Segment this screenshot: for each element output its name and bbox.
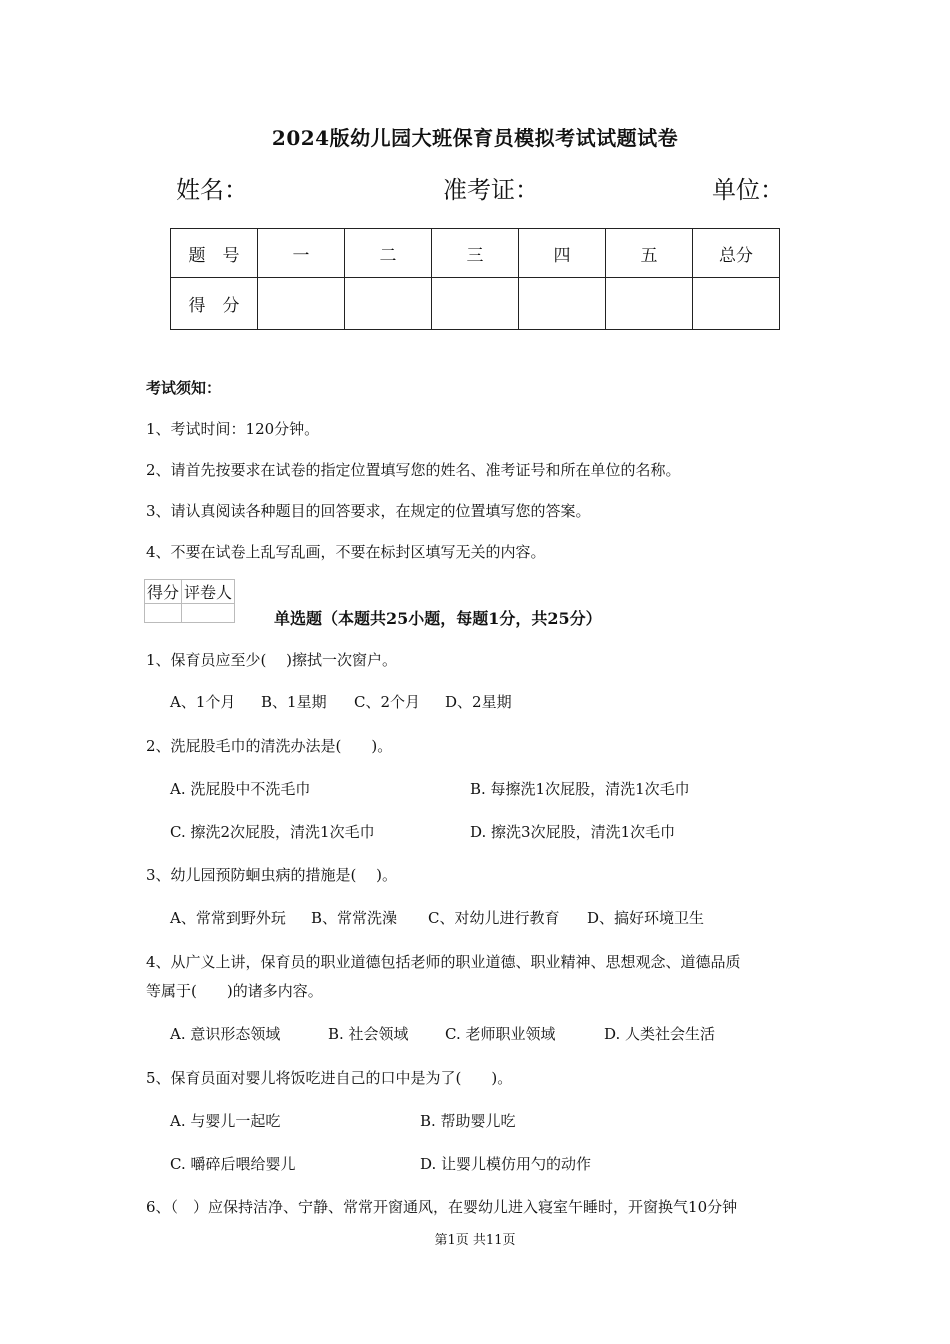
- option: D. 擦洗3次屁股，清洗1次毛巾: [470, 823, 676, 841]
- option: C. 擦洗2次屁股，清洗1次毛巾: [170, 823, 375, 841]
- option: C. 老师职业领域: [445, 1025, 556, 1043]
- option: D. 人类社会生活: [604, 1025, 716, 1043]
- score-header-cell: 题 号: [171, 229, 258, 278]
- score-header-cell: 二: [345, 229, 432, 278]
- grader-score-cell: [145, 604, 182, 623]
- notice-item: 2、请首先按要求在试卷的指定位置填写您的姓名、准考证号和所在单位的名称。: [146, 461, 681, 479]
- question-stem: 4、从广义上讲，保育员的职业道德包括老师的职业道德、职业精神、思想观念、道德品质: [146, 953, 741, 971]
- grader-score-label: 得分: [145, 580, 182, 604]
- notice-item: 4、不要在试卷上乱写乱画，不要在标封区填写无关的内容。: [146, 543, 546, 561]
- score-header-cell: 一: [258, 229, 345, 278]
- page-title: 2024版幼儿园大班保育员模拟考试试题试卷: [271, 126, 679, 150]
- notice-item: 3、请认真阅读各种题目的回答要求，在规定的位置填写您的答案。: [146, 502, 591, 520]
- question-stem: 1、保育员应至少( )擦拭一次窗户。: [146, 651, 398, 669]
- score-header-cell: 四: [519, 229, 606, 278]
- option: D、搞好环境卫生: [587, 909, 705, 927]
- score-cell: [519, 278, 606, 330]
- option: B. 每擦洗1次屁股，清洗1次毛巾: [470, 780, 690, 798]
- score-cell: [606, 278, 693, 330]
- section-title: 单选题（本题共25小题，每题1分，共25分）: [274, 609, 602, 628]
- option: B、常常洗澡: [311, 909, 398, 927]
- exam-id-label: 准考证：: [443, 176, 539, 204]
- page-footer: 第1页 共11页: [434, 1233, 516, 1248]
- question-stem: 3、幼儿园预防蛔虫病的措施是( )。: [146, 866, 398, 884]
- grader-name-cell: [182, 604, 235, 623]
- score-cell: [432, 278, 519, 330]
- option: C、2个月: [354, 693, 421, 711]
- score-table: [170, 228, 780, 330]
- option: A. 与婴儿一起吃: [170, 1112, 281, 1130]
- grader-name-label: 评卷人: [182, 580, 235, 604]
- option: B. 帮助婴儿吃: [420, 1112, 516, 1130]
- name-label: 姓名：: [176, 176, 248, 204]
- option: A. 意识形态领域: [170, 1025, 281, 1043]
- option: B、1星期: [261, 693, 327, 711]
- question-stem: 5、保育员面对婴儿将饭吃进自己的口中是为了( )。: [146, 1069, 513, 1087]
- option: C、对幼儿进行教育: [428, 909, 560, 927]
- question-stem: 6、（ ）应保持洁净、宁静、常常开窗通风，在婴幼儿进入寝室午睡时，开窗换气10分钟: [146, 1198, 738, 1216]
- option: A. 洗屁股中不洗毛巾: [170, 780, 311, 798]
- score-header-cell: 三: [432, 229, 519, 278]
- score-table-header-row: [171, 229, 780, 278]
- notice-item: 1、考试时间：120分钟。: [146, 420, 320, 438]
- score-cell: [693, 278, 780, 330]
- notice-heading: 考试须知：: [146, 379, 222, 397]
- option: C. 嚼碎后喂给婴儿: [170, 1155, 296, 1173]
- score-cell: [345, 278, 432, 330]
- option: B. 社会领域: [328, 1025, 409, 1043]
- option: D、2星期: [445, 693, 512, 711]
- score-table-score-row: [171, 278, 780, 330]
- question-stem: 2、洗屁股毛巾的清洗办法是( )。: [146, 737, 393, 755]
- option: A、1个月: [170, 693, 236, 711]
- question-stem-cont: 等属于( )的诸多内容。: [146, 982, 323, 1000]
- score-row-label: 得 分: [171, 278, 258, 330]
- option: A、常常到野外玩: [170, 909, 286, 927]
- grader-box: [144, 579, 235, 623]
- score-header-cell: 总分: [693, 229, 780, 278]
- unit-label: 单位：: [712, 176, 784, 204]
- score-header-cell: 五: [606, 229, 693, 278]
- option: D. 让婴儿模仿用勺的动作: [420, 1155, 592, 1173]
- score-cell: [258, 278, 345, 330]
